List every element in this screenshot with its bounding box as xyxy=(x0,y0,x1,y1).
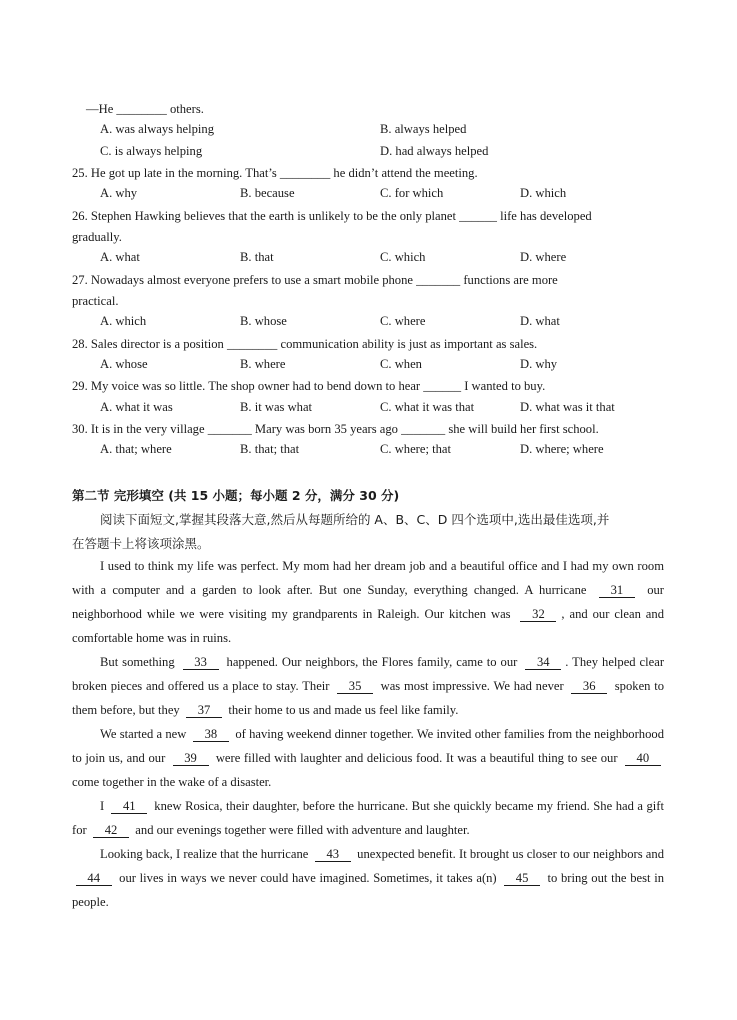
q30-option-d: D. where; where xyxy=(520,442,604,456)
blank-34: 34 xyxy=(525,655,561,670)
q25-option-d: D. which xyxy=(520,186,567,200)
passage-paragraph-4 xyxy=(72,794,664,842)
q29-option-d: D. what was it that xyxy=(520,400,615,414)
passage-text: But something xyxy=(100,655,179,669)
q27-option-c: C. where xyxy=(380,314,426,328)
passage-text: knew Rosica, their daughter, before the hurricane. But she quickly became my friend. She had a gift for xyxy=(72,799,664,837)
q26-option-a: A. what xyxy=(100,250,140,264)
blank-37: 37 xyxy=(186,703,222,718)
passage-text: unexpected benefit. It brought us closer to our neighbors and xyxy=(353,847,664,861)
blank-31: 31 xyxy=(599,583,635,598)
passage-text: Looking back, I realize that the hurricane xyxy=(100,847,312,861)
blank-43: 43 xyxy=(315,847,351,862)
q30-option-a: A. that; where xyxy=(100,442,172,456)
passage-text: . They helped clear broken pieces and offered us a place to stay. Their xyxy=(72,655,665,693)
q26-option-d: D. where xyxy=(520,250,567,264)
passage-paragraph-3 xyxy=(72,722,664,794)
section-instruction-line1: 阅读下面短文,掌握其段落大意,然后从每题所给的 A、B、C、D 四个选项中,选出最佳选项,并 xyxy=(100,512,610,527)
q29-stem: 29. My voice was so little. The shop owner had to bend down to hear ______ I wanted to buy. xyxy=(72,379,546,393)
q24-stem: —He ________ others. xyxy=(86,102,204,116)
q25-stem: 25. He got up late in the morning. That’s ________ he didn’t attend the meeting. xyxy=(72,166,478,180)
q27-option-a: A. which xyxy=(100,314,147,328)
q28-option-d: D. why xyxy=(520,357,558,371)
blank-32: 32 xyxy=(520,607,556,622)
q24-option-c: C. is always helping xyxy=(100,144,203,158)
blank-44: 44 xyxy=(76,871,112,886)
blank-45: 45 xyxy=(504,871,540,886)
blank-41: 41 xyxy=(111,799,147,814)
q24-option-b: B. always helped xyxy=(380,122,467,136)
q29-option-a: A. what it was xyxy=(100,400,173,414)
q28-stem: 28. Sales director is a position ________ communication ability is just as important as sales. xyxy=(72,337,538,351)
blank-38: 38 xyxy=(193,727,229,742)
q29-option-c: C. what it was that xyxy=(380,400,475,414)
passage-text: I used to think my life was perfect. My mom had her dream job and a beautiful office and I had my own room with a computer and a garden to look after. But one Sunday, everything changed. A hurricane xyxy=(72,559,664,597)
blank-36: 36 xyxy=(571,679,607,694)
q24-option-d: D. had always helped xyxy=(380,144,489,158)
q28-option-c: C. when xyxy=(380,357,422,371)
passage-text: spoken to them before, but they xyxy=(72,679,665,717)
q25-option-a: A. why xyxy=(100,186,138,200)
q30-stem: 30. It is in the very village _______ Mary was born 35 years ago _______ she will build her first school. xyxy=(72,422,599,436)
section-instruction-line2: 在答题卡上将该项涂黑。 xyxy=(72,536,210,551)
q30-option-b: B. that; that xyxy=(240,442,300,456)
q27-option-b: B. whose xyxy=(240,314,287,328)
q26-stem-line2: gradually. xyxy=(72,230,122,244)
q26-option-c: C. which xyxy=(380,250,426,264)
blank-42: 42 xyxy=(93,823,129,838)
blank-39: 39 xyxy=(173,751,209,766)
blank-35: 35 xyxy=(337,679,373,694)
passage-text: , and our clean and comfortable home was in ruins. xyxy=(72,607,664,645)
q27-stem-line2: practical. xyxy=(72,294,119,308)
q27-option-d: D. what xyxy=(520,314,560,328)
q25-option-b: B. because xyxy=(240,186,295,200)
q28-option-b: B. where xyxy=(240,357,286,371)
q27-stem-line1: 27. Nowadays almost everyone prefers to use a smart mobile phone _______ functions are more xyxy=(72,273,558,287)
q25-option-c: C. for which xyxy=(380,186,444,200)
q30-option-c: C. where; that xyxy=(380,442,451,456)
passage-text: come together in the wake of a disaster. xyxy=(72,775,272,789)
passage-text: I xyxy=(100,799,108,813)
blank-40: 40 xyxy=(625,751,661,766)
blank-33: 33 xyxy=(183,655,219,670)
passage-text: was most impressive. We had never xyxy=(376,679,568,693)
passage-text: our neighborhood while we were visiting my grandparents in Raleigh. Our kitchen was xyxy=(72,583,664,621)
passage-text: We started a new xyxy=(100,727,190,741)
section-title: 第二节 完形填空 (共 15 小题；每小题 2 分，满分 30 分) xyxy=(72,488,400,503)
passage-text: were filled with laughter and delicious food. It was a beautiful thing to see our xyxy=(212,751,622,765)
q26-stem-line1: 26. Stephen Hawking believes that the earth is unlikely to be the only planet ______ life has developed xyxy=(72,209,592,223)
passage-paragraph-1 xyxy=(72,554,664,650)
passage-paragraph-2 xyxy=(72,650,664,722)
passage-text: our lives in ways we never could have imagined. Sometimes, it takes a(n) xyxy=(115,871,501,885)
passage-text: their home to us and made us feel like family. xyxy=(225,703,459,717)
passage-text: of having weekend dinner together. We invited other families from the neighborhood to join us, and our xyxy=(72,727,664,765)
q28-option-a: A. whose xyxy=(100,357,148,371)
passage-text: happened. Our neighbors, the Flores family, came to our xyxy=(222,655,522,669)
passage-text: to bring out the best in people. xyxy=(72,871,664,909)
passage-text: and our evenings together were filled with adventure and laughter. xyxy=(132,823,470,837)
q24-option-a: A. was always helping xyxy=(100,122,215,136)
q26-option-b: B. that xyxy=(240,250,274,264)
passage-paragraph-5 xyxy=(72,842,664,914)
q29-option-b: B. it was what xyxy=(240,400,313,414)
